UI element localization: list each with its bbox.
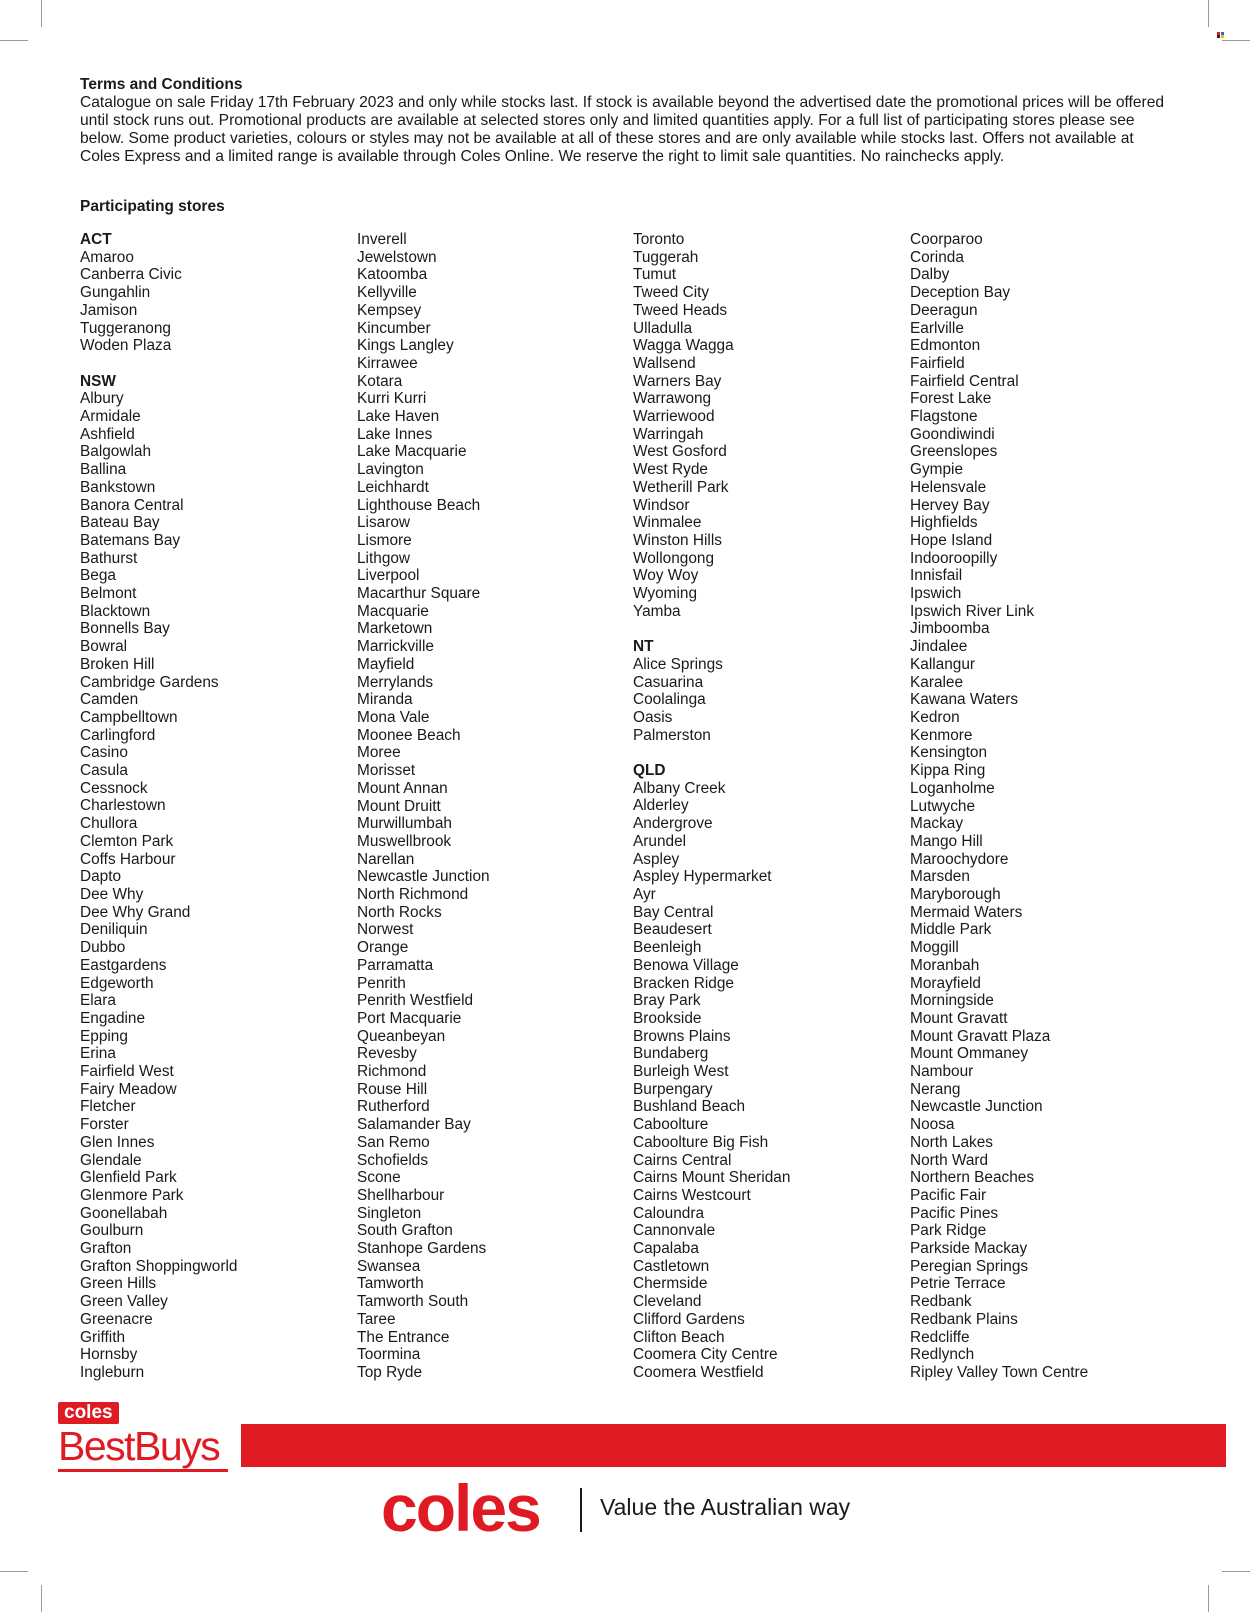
store-item: Petrie Terrace (910, 1275, 1006, 1293)
store-item: Benowa Village (633, 956, 739, 974)
store-item: Penrith (357, 974, 406, 992)
store-item: Nerang (910, 1080, 961, 1098)
spacer (633, 744, 898, 762)
store-item: Cannonvale (633, 1222, 716, 1240)
store-item: Murwillumbah (357, 815, 452, 833)
store-item: Ipswich (910, 585, 962, 603)
store-item: Engadine (80, 1009, 146, 1027)
store-item: Kurri Kurri (357, 390, 427, 408)
store-item: Deeragun (910, 301, 978, 319)
store-item: Liverpool (357, 567, 420, 585)
store-item: Corinda (910, 248, 964, 266)
store-item: Newcastle Junction (910, 1098, 1043, 1116)
crop-mark (1222, 1571, 1250, 1572)
store-item: Grafton Shoppingworld (80, 1257, 238, 1275)
store-item: Muswellbrook (357, 832, 452, 850)
store-item: Albury (80, 390, 124, 408)
store-item: Camden (80, 691, 139, 709)
store-item: Jewelstown (357, 248, 437, 266)
store-item: Narellan (357, 850, 415, 868)
store-item: Noosa (910, 1116, 955, 1134)
store-item: Castletown (633, 1257, 710, 1275)
store-item: Jamison (80, 301, 138, 319)
store-item: Amaroo (80, 248, 134, 266)
store-item: Mount Druitt (357, 797, 441, 815)
store-item: Caboolture (633, 1116, 709, 1134)
store-item: Miranda (357, 691, 413, 709)
store-item: Dee Why (80, 886, 144, 903)
store-item: Karalee (910, 673, 964, 691)
store-item: Warrawong (633, 390, 712, 408)
store-item: Dee Why Grand (80, 903, 191, 921)
store-item: North Ward (910, 1151, 989, 1169)
store-item: Redcliffe (910, 1328, 970, 1346)
store-item: Green Valley (80, 1293, 168, 1311)
store-item: Kedron (910, 708, 960, 726)
store-item: Clifton Beach (633, 1328, 725, 1346)
store-item: Maroochydore (910, 850, 1009, 868)
store-item: Batemans Bay (80, 531, 181, 549)
store-item: Deception Bay (910, 284, 1011, 302)
store-item: Redlynch (910, 1346, 975, 1364)
store-item: Mackay (910, 815, 964, 833)
store-item: Burpengary (633, 1080, 713, 1098)
stores-column-4 (910, 231, 1175, 1382)
logo-tag: coles (58, 1402, 119, 1424)
store-item: Winmalee (633, 514, 702, 532)
store-item: Arundel (633, 832, 687, 850)
store-item: Clemton Park (80, 832, 174, 850)
store-item: Cessnock (80, 779, 148, 797)
store-item: Rouse Hill (357, 1080, 428, 1098)
store-item: Cairns Westcourt (633, 1186, 751, 1204)
store-item: Gympie (910, 461, 964, 479)
store-item: Winston Hills (633, 531, 722, 549)
store-item: Campbelltown (80, 708, 178, 726)
store-item: Hornsby (80, 1346, 138, 1364)
store-item: Wollongong (633, 549, 715, 567)
store-item: Ripley Valley Town Centre (910, 1364, 1089, 1381)
crop-mark (0, 40, 28, 41)
store-item: Fairfield (910, 354, 965, 372)
store-item: Ulladulla (633, 319, 693, 337)
store-item: Epping (80, 1027, 128, 1045)
store-item: Casino (80, 744, 128, 762)
store-item: Kawana Waters (910, 691, 1019, 709)
store-item: Kings Langley (357, 337, 454, 355)
store-item: Wyoming (633, 585, 698, 603)
store-item: Ballina (80, 461, 127, 479)
store-item: Dalby (910, 266, 950, 284)
stores-column-2 (357, 231, 622, 1382)
store-item: Morisset (357, 762, 416, 780)
store-item: Richmond (357, 1063, 427, 1081)
store-item: Blacktown (80, 602, 151, 620)
store-item: Browns Plains (633, 1027, 731, 1045)
store-item: Moggill (910, 939, 959, 957)
store-item: Coolalinga (633, 691, 706, 709)
store-item: Lighthouse Beach (357, 496, 481, 514)
store-item: Windsor (633, 496, 690, 514)
store-item: Burleigh West (633, 1063, 729, 1081)
store-item: Taree (357, 1310, 396, 1328)
store-item: Canberra Civic (80, 266, 182, 284)
store-item: Fletcher (80, 1098, 136, 1116)
store-item: Lake Haven (357, 408, 440, 426)
store-item: Marsden (910, 868, 970, 886)
store-item: Mermaid Waters (910, 903, 1023, 921)
store-item: Tamworth (357, 1275, 424, 1293)
store-item: Andergrove (633, 815, 713, 833)
store-item: Shellharbour (357, 1186, 445, 1204)
store-item: Ingleburn (80, 1363, 145, 1381)
store-item: Glen Innes (80, 1133, 155, 1151)
store-item: San Remo (357, 1133, 430, 1151)
store-item: Chermside (633, 1275, 708, 1293)
store-item: Newcastle Junction (357, 868, 490, 886)
store-item: Morningside (910, 992, 994, 1010)
store-item: Edgeworth (80, 974, 154, 992)
store-item: Goondiwindi (910, 425, 995, 443)
store-item: Warriewood (633, 408, 715, 426)
store-item: Coffs Harbour (80, 850, 176, 868)
store-item: Tweed Heads (633, 301, 728, 319)
store-item: Hope Island (910, 531, 993, 549)
store-item: Macquarie (357, 602, 429, 620)
store-item: Ipswich River Link (910, 602, 1035, 620)
store-item: Griffith (80, 1328, 126, 1346)
store-item: Casula (80, 762, 128, 780)
store-item: Forest Lake (910, 390, 992, 408)
store-item: Bracken Ridge (633, 974, 734, 992)
store-item: Mango Hill (910, 832, 983, 850)
store-item: Pacific Pines (910, 1204, 999, 1222)
region-heading: NT (633, 638, 654, 656)
region-heading: NSW (80, 372, 116, 390)
store-item: Dubbo (80, 939, 126, 957)
store-item: West Gosford (633, 443, 727, 461)
store-item: Port Macquarie (357, 1009, 462, 1027)
store-item: Wallsend (633, 354, 696, 372)
store-item: Rutherford (357, 1098, 430, 1116)
store-item: Kempsey (357, 301, 422, 319)
store-item: Scone (357, 1169, 401, 1187)
store-item: Warners Bay (633, 372, 722, 390)
store-item: Lake Innes (357, 425, 433, 443)
store-item: Park Ridge (910, 1222, 987, 1240)
store-item: The Entrance (357, 1328, 450, 1346)
store-item: Hervey Bay (910, 496, 990, 514)
store-item: Brookside (633, 1009, 702, 1027)
store-item: Lismore (357, 531, 412, 549)
store-item: Kippa Ring (910, 762, 986, 780)
store-item: Bankstown (80, 478, 156, 496)
store-item: Dapto (80, 868, 122, 886)
store-item: Katoomba (357, 266, 428, 284)
store-item: Pacific Fair (910, 1186, 987, 1204)
store-item: Penrith Westfield (357, 992, 474, 1010)
store-item: Greenslopes (910, 443, 998, 461)
store-item: Glendale (80, 1151, 142, 1169)
region-heading: ACT (80, 231, 112, 248)
store-item: Mayfield (357, 655, 415, 673)
store-item: Glenfield Park (80, 1169, 177, 1187)
store-item: Mount Gravatt Plaza (910, 1027, 1051, 1045)
store-item: North Richmond (357, 886, 469, 904)
store-item: Kellyville (357, 284, 417, 302)
store-item: Capalaba (633, 1240, 699, 1258)
store-item: Banora Central (80, 496, 184, 514)
store-item: Cleveland (633, 1293, 702, 1311)
store-item: Bega (80, 567, 116, 585)
store-item: Parkside Mackay (910, 1240, 1028, 1258)
color-bar-icon (1217, 32, 1225, 38)
store-item: Marketown (357, 620, 433, 638)
store-item: Erina (80, 1045, 116, 1063)
store-item: Caboolture Big Fish (633, 1133, 769, 1151)
store-item: Ashfield (80, 425, 135, 443)
footer-divider (580, 1488, 582, 1532)
store-item: Fairfield West (80, 1063, 174, 1081)
crop-mark (0, 1571, 28, 1572)
store-item: Woy Woy (633, 567, 699, 585)
store-item: Lithgow (357, 549, 411, 567)
store-item: Beaudesert (633, 921, 712, 939)
crop-mark (41, 0, 42, 27)
store-item: Wetherill Park (633, 478, 729, 496)
footer-tagline: Value the Australian way (600, 1494, 851, 1520)
store-item: Redbank (910, 1293, 972, 1311)
store-item: Coomera Westfield (633, 1363, 764, 1381)
store-item: Grafton (80, 1240, 132, 1258)
store-item: Lisarow (357, 514, 411, 532)
store-item: Kirrawee (357, 354, 418, 372)
store-item: Swansea (357, 1257, 421, 1275)
store-item: Toormina (357, 1346, 421, 1364)
store-item: Tamworth South (357, 1293, 469, 1311)
store-item: Belmont (80, 585, 137, 603)
store-item: Ayr (633, 885, 656, 903)
terms-section (80, 76, 1165, 166)
store-item: Bateau Bay (80, 514, 160, 532)
store-item: Macarthur Square (357, 585, 481, 603)
store-item: Schofields (357, 1151, 429, 1169)
store-item: Caloundra (633, 1204, 705, 1222)
store-item: Maryborough (910, 886, 1001, 904)
store-item: Parramatta (357, 956, 434, 974)
store-item: Woden Plaza (80, 337, 172, 355)
store-item: Mount Ommaney (910, 1045, 1029, 1063)
store-item: Coorparoo (910, 231, 983, 248)
logo-name: BestBuys (58, 1424, 228, 1472)
crop-mark (1208, 0, 1209, 27)
stores-column-3 (633, 231, 898, 1382)
spacer (80, 355, 345, 373)
store-item: Loganholme (910, 779, 995, 797)
store-item: Tuggeranong (80, 319, 171, 337)
store-item: Kallangur (910, 655, 976, 673)
store-item: Carlingford (80, 726, 156, 744)
store-item: Mona Vale (357, 708, 430, 726)
region-heading: QLD (633, 762, 666, 780)
store-item: Greenacre (80, 1310, 153, 1328)
store-item: Warringah (633, 425, 704, 443)
store-item: Norwest (357, 921, 414, 939)
terms-title: Terms and Conditions (80, 76, 243, 93)
store-item: Oasis (633, 708, 673, 726)
store-item: Moranbah (910, 956, 980, 974)
store-item: Aspley (633, 850, 680, 868)
store-item: Beenleigh (633, 939, 702, 957)
coles-bestbuys-logo (58, 1402, 228, 1472)
store-item: Lake Macquarie (357, 443, 467, 461)
crop-mark (1222, 40, 1250, 41)
store-item: Tuggerah (633, 248, 699, 266)
store-item: Toronto (633, 231, 685, 248)
store-item: Bundaberg (633, 1045, 709, 1063)
store-item: Marrickville (357, 638, 434, 656)
store-item: Albany Creek (633, 779, 726, 797)
spacer (633, 620, 898, 638)
store-item: Charlestown (80, 797, 166, 815)
store-item: Leichhardt (357, 478, 429, 496)
store-item: Broken Hill (80, 655, 155, 673)
store-item: Highfields (910, 514, 978, 532)
store-item: Kotara (357, 372, 403, 390)
store-item: Alderley (633, 797, 689, 815)
store-item: Inverell (357, 231, 407, 248)
store-item: Coomera City Centre (633, 1346, 778, 1364)
store-item: Jimboomba (910, 620, 990, 638)
store-item: Fairy Meadow (80, 1080, 177, 1098)
store-item: Bonnells Bay (80, 620, 170, 638)
store-item: Queanbeyan (357, 1027, 446, 1045)
store-item: Elara (80, 992, 116, 1010)
participating-stores-title: Participating stores (80, 198, 225, 215)
store-item: Balgowlah (80, 443, 152, 461)
store-item: Orange (357, 939, 409, 957)
store-item: Salamander Bay (357, 1116, 471, 1134)
store-item: Moree (357, 744, 401, 762)
store-item: Alice Springs (633, 655, 723, 673)
store-item: Fairfield Central (910, 372, 1019, 390)
store-item: Top Ryde (357, 1364, 423, 1381)
store-item: Bushland Beach (633, 1098, 746, 1116)
store-item: Yamba (633, 602, 681, 620)
store-item: Casuarina (633, 673, 704, 691)
store-item: Innisfail (910, 567, 963, 585)
store-item: Bowral (80, 638, 128, 656)
store-item: Clifford Gardens (633, 1310, 745, 1328)
store-item: Kincumber (357, 319, 431, 337)
store-item: Deniliquin (80, 921, 148, 939)
store-item: Indooroopilly (910, 549, 998, 567)
store-item: Lavington (357, 461, 424, 479)
store-item: Nambour (910, 1063, 974, 1081)
coles-brand-logo: coles (381, 1471, 540, 1545)
store-item: Chullora (80, 815, 138, 833)
store-item: Jindalee (910, 638, 968, 656)
store-item: Stanhope Gardens (357, 1240, 487, 1258)
store-item: Merrylands (357, 673, 434, 691)
store-item: Peregian Springs (910, 1257, 1029, 1275)
store-item: Bathurst (80, 549, 138, 567)
store-item: Lutwyche (910, 797, 976, 815)
store-item: Moonee Beach (357, 726, 461, 744)
store-item: Flagstone (910, 408, 978, 426)
store-item: Edmonton (910, 337, 981, 355)
store-item: Cairns Mount Sheridan (633, 1169, 791, 1187)
store-item: Palmerston (633, 726, 711, 744)
store-item: North Lakes (910, 1133, 993, 1151)
store-item: North Rocks (357, 903, 442, 921)
store-item: West Ryde (633, 461, 708, 479)
store-item: Glenmore Park (80, 1186, 184, 1204)
store-item: Goulburn (80, 1222, 144, 1240)
store-item: Tumut (633, 266, 677, 284)
red-banner (241, 1424, 1226, 1467)
store-item: Mount Annan (357, 779, 448, 797)
store-item: Kensington (910, 744, 988, 762)
store-item: Earlville (910, 319, 964, 337)
store-item: Redbank Plains (910, 1310, 1018, 1328)
store-item: Helensvale (910, 478, 987, 496)
store-item: Goonellabah (80, 1204, 168, 1222)
stores-column-1 (80, 231, 345, 1382)
store-item: Revesby (357, 1045, 417, 1063)
store-item: Bray Park (633, 992, 701, 1010)
store-item: Bay Central (633, 903, 714, 921)
store-item: Green Hills (80, 1275, 157, 1293)
store-item: Aspley Hypermarket (633, 868, 772, 886)
crop-mark (1208, 1585, 1209, 1612)
store-item: Northern Beaches (910, 1169, 1035, 1187)
store-item: Armidale (80, 408, 141, 426)
store-item: Cambridge Gardens (80, 673, 219, 691)
store-item: Cairns Central (633, 1151, 732, 1169)
store-item: Forster (80, 1116, 129, 1134)
store-item: Singleton (357, 1204, 422, 1222)
store-item: South Grafton (357, 1222, 453, 1240)
terms-body: Catalogue on sale Friday 17th February 2023 and only while stocks last. If stock is available beyond the advertised date the promotional prices will be offered until stock runs out. Promotional products are available at selected stores only and limited quantities apply. For a full list of participating stores please see below. Some product varieties, colours or styles may not be available at all of these stores and are only available while stocks last. Offers not available at Coles Express and a limited range is available through Coles Online. We reserve the right to limit sale quantities. No rainchecks apply. (80, 94, 1165, 165)
store-item: Kenmore (910, 726, 973, 744)
store-item: Tweed City (633, 284, 710, 302)
store-item: Wagga Wagga (633, 337, 734, 355)
store-item: Eastgardens (80, 956, 167, 974)
store-item: Mount Gravatt (910, 1009, 1008, 1027)
store-item: Morayfield (910, 974, 981, 992)
store-item: Middle Park (910, 921, 992, 939)
store-item: Gungahlin (80, 284, 151, 302)
crop-mark (41, 1585, 42, 1612)
